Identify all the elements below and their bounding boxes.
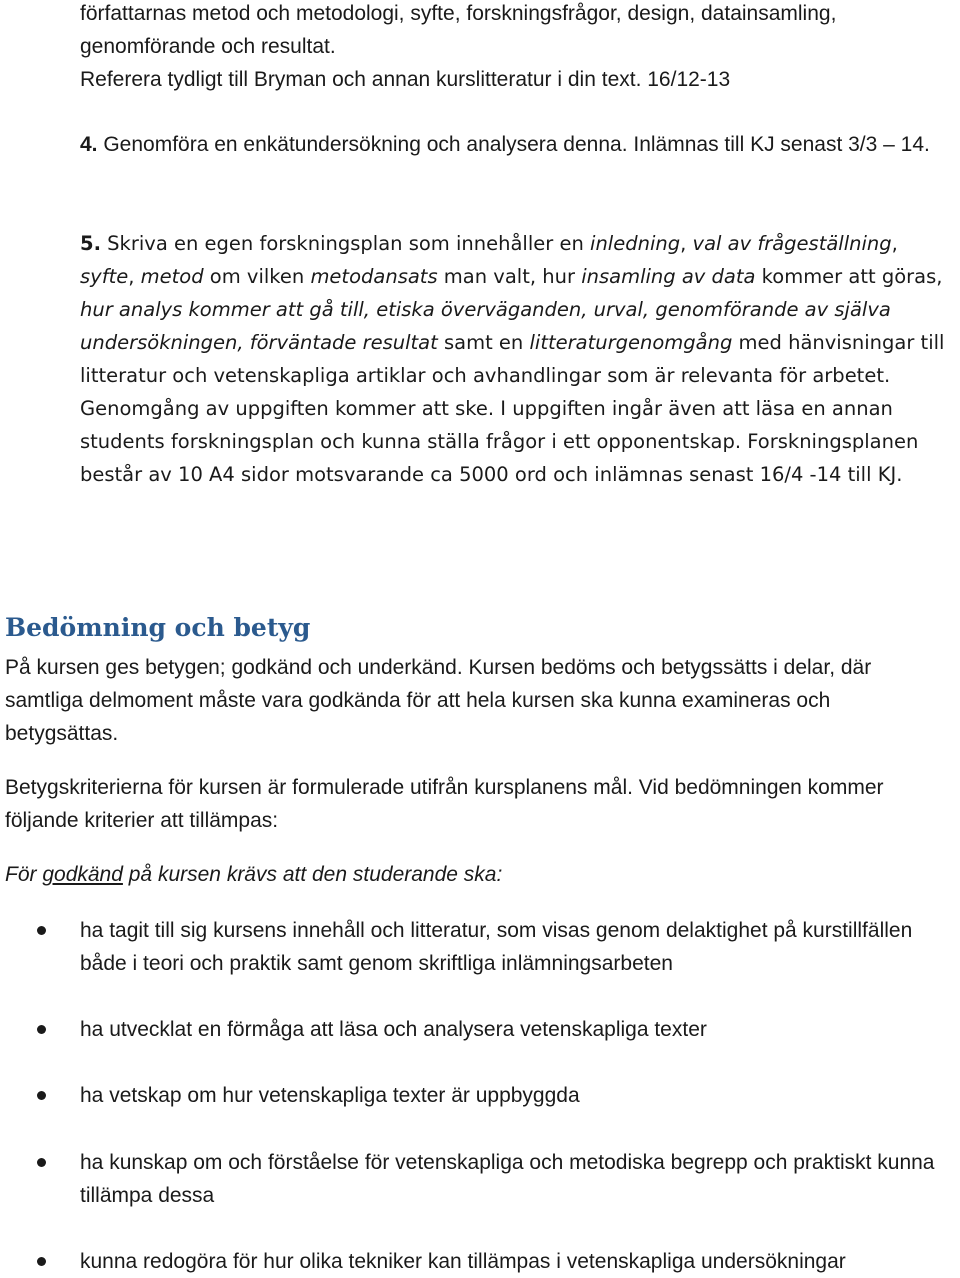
emphasis-metodansats: metodansats	[310, 265, 438, 288]
list-item-4-text: Genomföra en enkätundersökning och analysera denna. Inlämnas till KJ senast 3/3 – 14.	[97, 133, 930, 156]
list-item-5-text: samt en	[437, 331, 530, 354]
emphasis-inledning: inledning	[590, 232, 681, 255]
emphasis-litteraturgenomgang: litteraturgenomgång	[529, 331, 733, 354]
emphasis-insamling-av-data: insamling av data	[581, 265, 756, 288]
bullet-icon	[37, 1091, 46, 1100]
top-paragraph-line-1: författarnas metod och metodologi, syfte, forskningsfrågor, design, datainsamling,	[80, 2, 837, 25]
list-item-text: ha vetskap om hur vetenskapliga texter är uppbyggda	[80, 1084, 580, 1107]
list-item	[80, 914, 955, 980]
list-item-5-text: kommer att göras,	[755, 265, 943, 288]
list-item-5-text: ,	[128, 265, 141, 288]
list-item-5-text: Skriva en egen forskningsplan som innehåller en	[100, 232, 591, 255]
list-item-5-text: med hänvisningar till litteratur och vetenskapliga artiklar och avhandlingar som är relevanta för arbetet. Genomgång av uppgiften kommer att ske. I uppgiften ingår även att läsa en annan students forskningsplan och kunna ställa frågor i ett opponentskap. Forskningsplanen består av 10 A4 sidor motsvarande ca 5000 ord och inlämnas senast 16/4 -14 till KJ.	[80, 331, 945, 486]
top-paragraph	[80, 0, 950, 96]
list-item-5	[80, 227, 950, 491]
emphasis-syfte: syfte	[80, 265, 129, 288]
list-item-4	[80, 128, 950, 161]
list-item-5-text: ,	[680, 232, 693, 255]
list-item-5-number: 5.	[80, 232, 101, 255]
list-item-5-text: man valt, hur	[437, 265, 582, 288]
top-paragraph-line-3: Referera tydligt till Bryman och annan kurslitteratur i din text. 16/12-13	[80, 68, 731, 91]
requirement-underlined: godkänd	[42, 863, 123, 886]
bullet-icon	[37, 1025, 46, 1034]
list-item	[80, 1079, 955, 1112]
list-item-4-number: 4.	[80, 133, 98, 156]
bullet-icon	[37, 926, 46, 935]
requirement-prefix: För	[5, 863, 43, 886]
list-item	[80, 1013, 955, 1046]
top-paragraph-line-2: genomförande och resultat.	[80, 35, 336, 58]
section-heading: Bedömning och betyg	[5, 613, 311, 642]
list-item-text: kunna redogöra för hur olika tekniker kan tillämpas i vetenskapliga undersökningar	[80, 1250, 846, 1273]
grading-paragraph: På kursen ges betygen; godkänd och underkänd. Kursen bedöms och betygssätts i delar, där samtliga delmoment måste vara godkända för att hela kursen ska kunna examineras och betygsättas.	[5, 656, 872, 745]
emphasis-hur-analys: hur analys kommer att gå till, etiska överväganden, urval, genomförande av själva undersökningen, förväntade resultat	[80, 298, 891, 354]
criteria-intro-paragraph: Betygskriterierna för kursen är formulerade utifrån kursplanens mål. Vid bedömningen kommer följande kriterier att tillämpas:	[5, 776, 884, 832]
bullet-icon	[37, 1257, 46, 1266]
list-item-text: ha kunskap om och förståelse för vetenskapliga och metodiska begrepp och praktiskt kunna tillämpa dessa	[80, 1151, 935, 1207]
requirement-suffix: på kursen krävs att den studerande ska:	[122, 863, 503, 886]
list-item	[80, 1146, 955, 1212]
requirement-heading	[5, 858, 945, 891]
bullet-icon	[37, 1158, 46, 1167]
emphasis-val-av-fragestallning: val av frågeställning	[692, 232, 892, 255]
list-item	[80, 1245, 955, 1278]
emphasis-metod: metod	[140, 265, 204, 288]
list-item-5-text: om vilken	[203, 265, 311, 288]
list-item-text: ha tagit till sig kursens innehåll och litteratur, som visas genom delaktighet på kurstillfällen både i teori och praktik samt genom skriftliga inlämningsarbeten	[80, 919, 913, 975]
list-item-text: ha utvecklat en förmåga att läsa och analysera vetenskapliga texter	[80, 1018, 707, 1041]
list-item-5-text: ,	[891, 232, 898, 255]
